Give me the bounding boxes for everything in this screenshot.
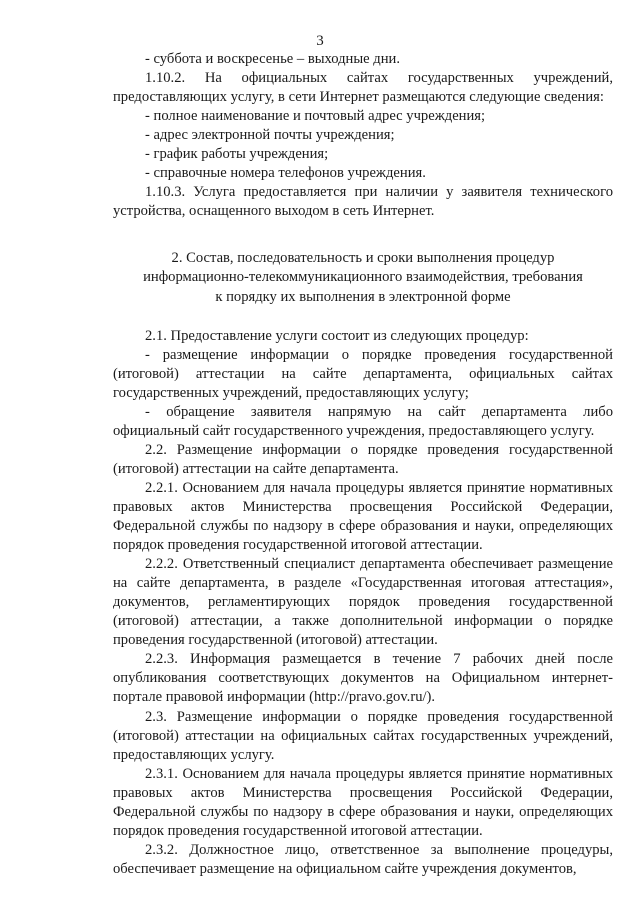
- paragraph-2-1-b: - обращение заявителя напрямую на сайт департамента либо официальный сайт государственного учреждения, предоставляющего услугу.: [113, 403, 613, 439]
- paragraph-2-1: 2.1. Предоставление услуги состоит из следующих процедур:: [145, 327, 529, 344]
- paragraph-2-1-a: - размещение информации о порядке проведения государственной (итоговой) аттестации на сайте департамента, официальных сайтах государственных учреждений, предоставляющих услугу;: [113, 346, 613, 401]
- paragraph-2-3-1: 2.3.1. Основанием для начала процедуры является принятие нормативных правовых актов Министерства просвещения Российской Федерации, Федеральной службы по надзору в сфере образования и науки, определяющих порядок проведения государственной итоговой аттестации.: [113, 765, 613, 839]
- paragraph-2-2-1: 2.2.1. Основанием для начала процедуры является принятие нормативных правовых актов Министерства просвещения Российской Федерации, Федеральной службы по надзору в сфере образования и науки, определяющих порядок проведения государственной итоговой аттестации.: [113, 479, 613, 554]
- section-heading-line: к порядку их выполнения в электронной форме: [215, 288, 511, 305]
- document-body: [113, 50, 613, 879]
- paragraph-2-2-3: 2.2.3. Информация размещается в течение 7 рабочих дней после опубликования соответствующих документов на Официальном интернет-портале правовой информации (http://pravo.gov.ru/).: [113, 651, 613, 706]
- list-item: - адрес электронной почты учреждения;: [145, 127, 395, 144]
- list-item: - справочные номера телефонов учреждения.: [145, 165, 426, 182]
- paragraph-2-2: 2.2. Размещение информации о порядке проведения государственной (итоговой) аттестации на сайте департамента.: [113, 441, 613, 477]
- paragraph-2-2-2: 2.2.2. Ответственный специалист департамента обеспечивает размещение на сайте департамента, в разделе «Государственная итоговая аттестация», документов, регламентирующих порядок проведения государственной (итоговой) аттестации, а также дополнительной информации о порядке проведения государственной (итоговой) аттестации.: [113, 556, 613, 649]
- paragraph-1-10-3: 1.10.3. Услуга предоставляется при наличии у заявителя технического устройства, оснащенного выходом в сеть Интернет.: [113, 184, 613, 220]
- paragraph-1-10-2: 1.10.2. На официальных сайтах государственных учреждений, предоставляющих услугу, в сети Интернет размещаются следующие сведения:: [113, 70, 613, 106]
- page-number: 3: [316, 33, 324, 49]
- weekend-line: - суббота и воскресенье – выходные дни.: [145, 51, 400, 67]
- paragraph-2-3: 2.3. Размещение информации о порядке проведения государственной (итоговой) аттестации на официальных сайтах государственных учреждений, предоставляющих услугу.: [113, 708, 613, 763]
- spacer: [113, 221, 613, 249]
- list-item: - полное наименование и почтовый адрес учреждения;: [145, 108, 486, 125]
- section-heading-line: 2. Состав, последовательность и сроки выполнения процедур: [171, 250, 555, 267]
- list-item: - график работы учреждения;: [145, 146, 329, 163]
- paragraph-2-3-2: 2.3.2. Должностное лицо, ответственное за выполнение процедуры, обеспечивает размещение на официальном сайте учреждения документов,: [113, 841, 613, 877]
- spacer: [113, 307, 613, 327]
- section-heading-line: информационно-телекоммуникационного взаимодействия, требования: [143, 269, 583, 286]
